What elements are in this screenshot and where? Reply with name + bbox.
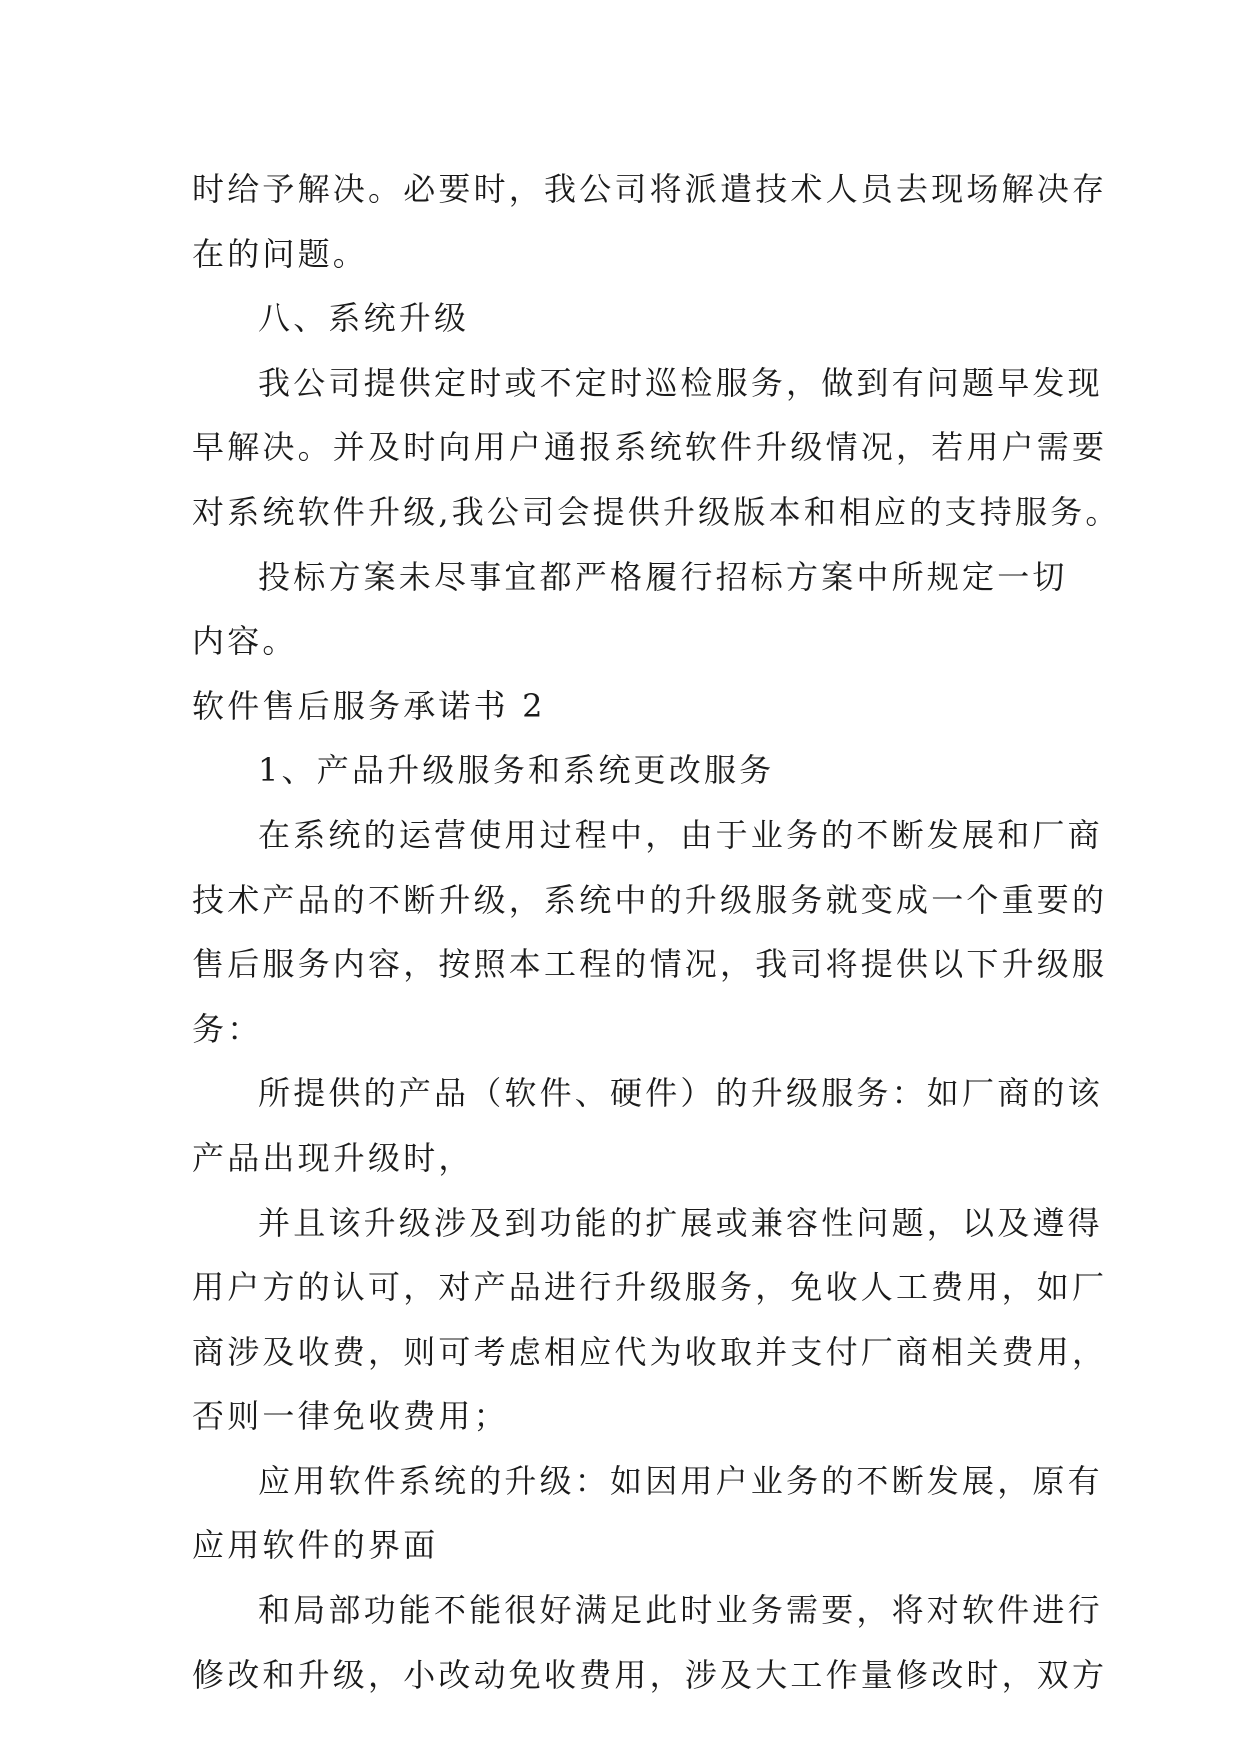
section-heading: 八、系统升级 <box>258 299 470 338</box>
text-line: 修改和升级，小改动免收费用，涉及大工作量修改时，双方 <box>192 1655 1108 1694</box>
text-line: 否则一律免收费用； <box>192 1397 509 1436</box>
text-line: 内容。 <box>192 622 298 661</box>
text-line: 我公司提供定时或不定时巡检服务，做到有问题早发现 <box>258 363 1103 402</box>
text-line: 所提供的产品（软件、硬件）的升级服务：如厂商的该 <box>258 1074 1103 1113</box>
text-line: 用户方的认可，对产品进行升级服务，免收人工费用，如厂 <box>192 1268 1108 1307</box>
text-line: 在的问题。 <box>192 234 369 273</box>
document-body <box>192 157 1121 1707</box>
text-line: 商涉及收费，则可考虑相应代为收取并支付厂商相关费用， <box>192 1332 1108 1371</box>
text-line: 对系统软件升级,我公司会提供升级版本和相应的支持服务。 <box>192 492 1121 531</box>
text-line: 早解决。并及时向用户通报系统软件升级情况，若用户需要 <box>192 428 1108 467</box>
text-line: 技术产品的不断升级，系统中的升级服务就变成一个重要的 <box>192 880 1108 919</box>
document-title: 软件售后服务承诺书 2 <box>192 686 546 725</box>
text-line: 和局部功能不能很好满足此时业务需要，将对软件进行 <box>258 1591 1103 1630</box>
text-line: 应用软件系统的升级：如因用户业务的不断发展，原有 <box>258 1461 1103 1500</box>
text-line: 投标方案未尽事宜都严格履行招标方案中所规定一切 <box>258 557 1068 596</box>
text-line: 在系统的运营使用过程中，由于业务的不断发展和厂商 <box>258 815 1103 854</box>
text-line: 产品出现升级时， <box>192 1138 474 1177</box>
text-line: 务： <box>192 1009 263 1048</box>
text-line: 时给予解决。必要时，我公司将派遣技术人员去现场解决存 <box>192 170 1108 208</box>
text-line: 售后服务内容，按照本工程的情况，我司将提供以下升级服 <box>192 945 1108 984</box>
text-line: 并且该升级涉及到功能的扩展或兼容性问题，以及遵得 <box>258 1203 1103 1242</box>
text-line: 应用软件的界面 <box>192 1526 439 1565</box>
section-heading: 1、产品升级服务和系统更改服务 <box>258 751 775 790</box>
